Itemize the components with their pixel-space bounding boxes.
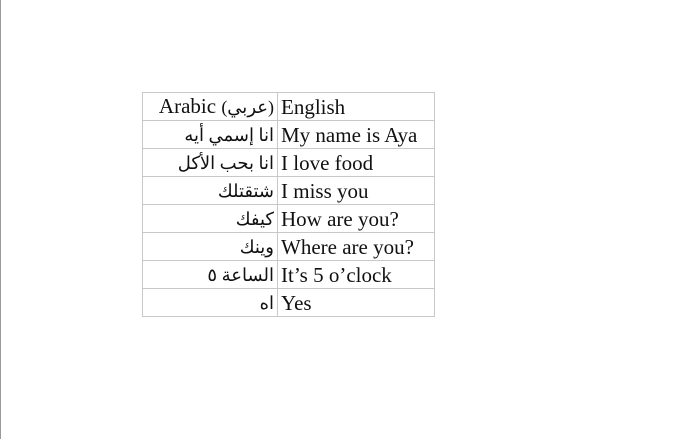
arabic-phrase: اه (259, 293, 274, 313)
table-row (143, 261, 435, 289)
arabic-phrase: انا إسمي أيه (184, 125, 274, 145)
table-row (143, 205, 435, 233)
english-cell: My name is Aya (278, 121, 435, 149)
arabic-cell (143, 177, 278, 205)
phrase-table (142, 92, 435, 317)
arabic-phrase: انا بحب الأكل (177, 153, 274, 173)
header-arabic-native: (عربي) (221, 97, 274, 117)
english-cell: I love food (278, 149, 435, 177)
english-cell: How are you? (278, 205, 435, 233)
arabic-cell (143, 149, 278, 177)
table-header-row (143, 93, 435, 121)
english-cell: I miss you (278, 177, 435, 205)
arabic-phrase: كيفك (235, 209, 274, 229)
arabic-cell (143, 233, 278, 261)
table-row (143, 177, 435, 205)
header-arabic-label: Arabic (158, 94, 217, 118)
arabic-cell (143, 289, 278, 317)
arabic-cell (143, 261, 278, 289)
arabic-cell (143, 205, 278, 233)
english-cell: It’s 5 o’clock (278, 261, 435, 289)
arabic-phrase: الساعة ٥ (207, 265, 274, 285)
arabic-phrase: شتقتلك (217, 181, 274, 201)
table-row (143, 233, 435, 261)
page-left-border (0, 0, 1, 439)
english-cell: Yes (278, 289, 435, 317)
arabic-cell (143, 121, 278, 149)
english-cell: Where are you? (278, 233, 435, 261)
table-row (143, 289, 435, 317)
header-english-cell: English (278, 93, 435, 121)
header-arabic-cell (143, 93, 278, 121)
table-row (143, 149, 435, 177)
table-row (143, 121, 435, 149)
arabic-phrase: وينك (239, 237, 274, 257)
